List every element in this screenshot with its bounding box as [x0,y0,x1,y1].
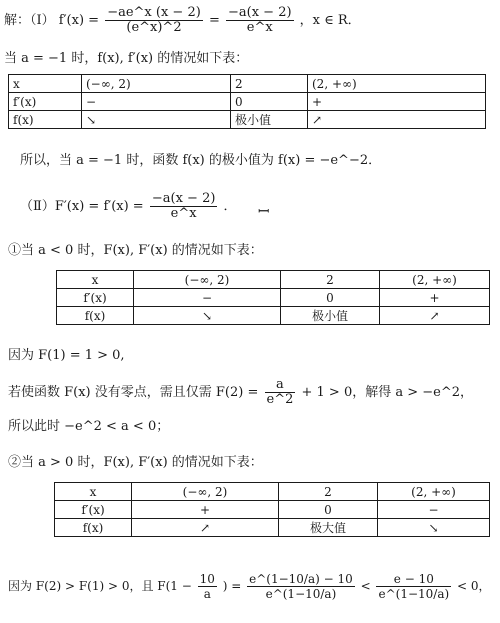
part2-label: （Ⅱ）F′(x) = f′(x) = [20,199,144,214]
case-2: ②当 a > 0 时，F(x), F′(x) 的情况如下表： [8,455,263,470]
table-row [9,75,486,93]
table-cell: (−∞, 2) [134,271,281,289]
domain-text: ，x ∈ R． [299,13,361,28]
table-cell: x [57,271,134,289]
table-cell: + [380,289,490,307]
table-row [55,501,490,519]
conclusion-1: 所以，当 a = −1 时，函数 f(x) 的极小值为 f(x) = −e^−2． [20,153,382,168]
table-cell: 0 [281,289,380,307]
table-cell: f(x) [55,519,132,537]
table-row [9,111,486,129]
table-cell: 0 [231,93,308,111]
part1-label: 解：（Ⅰ） [4,13,55,28]
less-than: < [360,579,371,593]
fraction-1 [105,6,203,35]
fraction-2-den: e^x [246,20,273,35]
table-cell: 2 [231,75,308,93]
part1-line [4,6,361,35]
table-cell: f(x) [57,307,134,325]
table-cell: (2, +∞) [308,75,486,93]
fraction-5-den: a [203,587,211,601]
fraction-3-num: −a(x − 2) [151,191,216,206]
part2-line [20,192,237,221]
table-3 [54,482,490,537]
condition-pre: 若使函数 F(x) 没有零点，需且仅需 F(2) = [8,385,259,400]
table-cell: (−∞, 2) [132,483,279,501]
table-cell: 极小值 [231,111,308,129]
table-row [55,483,490,501]
table-cell: f(x) [9,111,82,129]
table-cell: x [55,483,132,501]
table-cell: f′(x) [55,501,132,519]
table-row [55,519,490,537]
fraction-5-num: 10 [199,572,215,586]
table-cell: − [82,93,231,111]
fraction-2 [226,6,294,35]
table-cell: 2 [279,483,378,501]
fraction-2-num: −a(x − 2) [227,5,292,20]
table-cell: 极小值 [281,307,380,325]
last-pre: 因为 F(2) > F(1) > 0，且 F(1 − [8,579,192,593]
fraction-6 [247,572,355,601]
table-cell: ↗ [380,307,490,325]
table-cell: ↘ [82,111,231,129]
table-cell: (2, +∞) [380,271,490,289]
fraction-3-den: e^x [170,206,197,221]
fraction-7-den: e^(1−10/a) [378,587,450,601]
equals-sign: = [208,13,220,28]
part2-end: ． [223,199,237,214]
table-cell: ↘ [134,307,281,325]
fraction-7 [376,572,451,601]
table-cell: + [132,501,279,519]
fraction-3 [150,192,218,221]
since-1: 因为 F(1) = 1 > 0, [8,348,125,363]
table-cell: 0 [279,501,378,519]
table-cell: f′(x) [9,93,82,111]
condition-post: + 1 > 0，解得 a > −e^2， [301,385,474,400]
range-1: 所以此时 −e^2 < a < 0； [8,419,170,434]
table-cell: 极大值 [279,519,378,537]
table-cell: − [134,289,281,307]
table-row [9,93,486,111]
fraction-4-num: a [265,378,296,393]
table-2 [56,270,490,325]
fraction-7-num: e − 10 [376,572,451,587]
fraction-4-den: e^2 [266,392,294,407]
last-end: < 0， [457,579,491,593]
table-cell: f′(x) [57,289,134,307]
fraction-5 [198,572,217,601]
fraction-4 [265,378,296,407]
fraction-1-num: −ae^x (x − 2) [107,5,201,20]
table-cell: ↗ [308,111,486,129]
case-a-neg1: 当 a = −1 时，f(x), f′(x) 的情况如下表： [4,51,249,66]
table-cell: ↗ [132,519,279,537]
table-cell: (2, +∞) [378,483,490,501]
table-cell: − [378,501,490,519]
fraction-6-num: e^(1−10/a) − 10 [249,572,353,586]
table-row [57,289,490,307]
derivative-lhs: f′(x) = [58,13,100,28]
condition-line [8,378,473,407]
case-1: ①当 a < 0 时，F(x), F′(x) 的情况如下表： [8,243,263,258]
last-mid: ) = [222,579,242,593]
last-line [8,572,491,601]
fraction-6-den: e^(1−10/a) [265,587,337,601]
table-row [57,307,490,325]
table-cell: + [308,93,486,111]
table-cell: 2 [281,271,380,289]
stray-mark-icon: ꟷ [258,204,270,220]
fraction-1-den: (e^x)^2 [126,20,182,35]
table-cell: x [9,75,82,93]
table-1 [8,74,486,129]
table-cell: ↘ [378,519,490,537]
table-cell: (−∞, 2) [82,75,231,93]
table-row [57,271,490,289]
